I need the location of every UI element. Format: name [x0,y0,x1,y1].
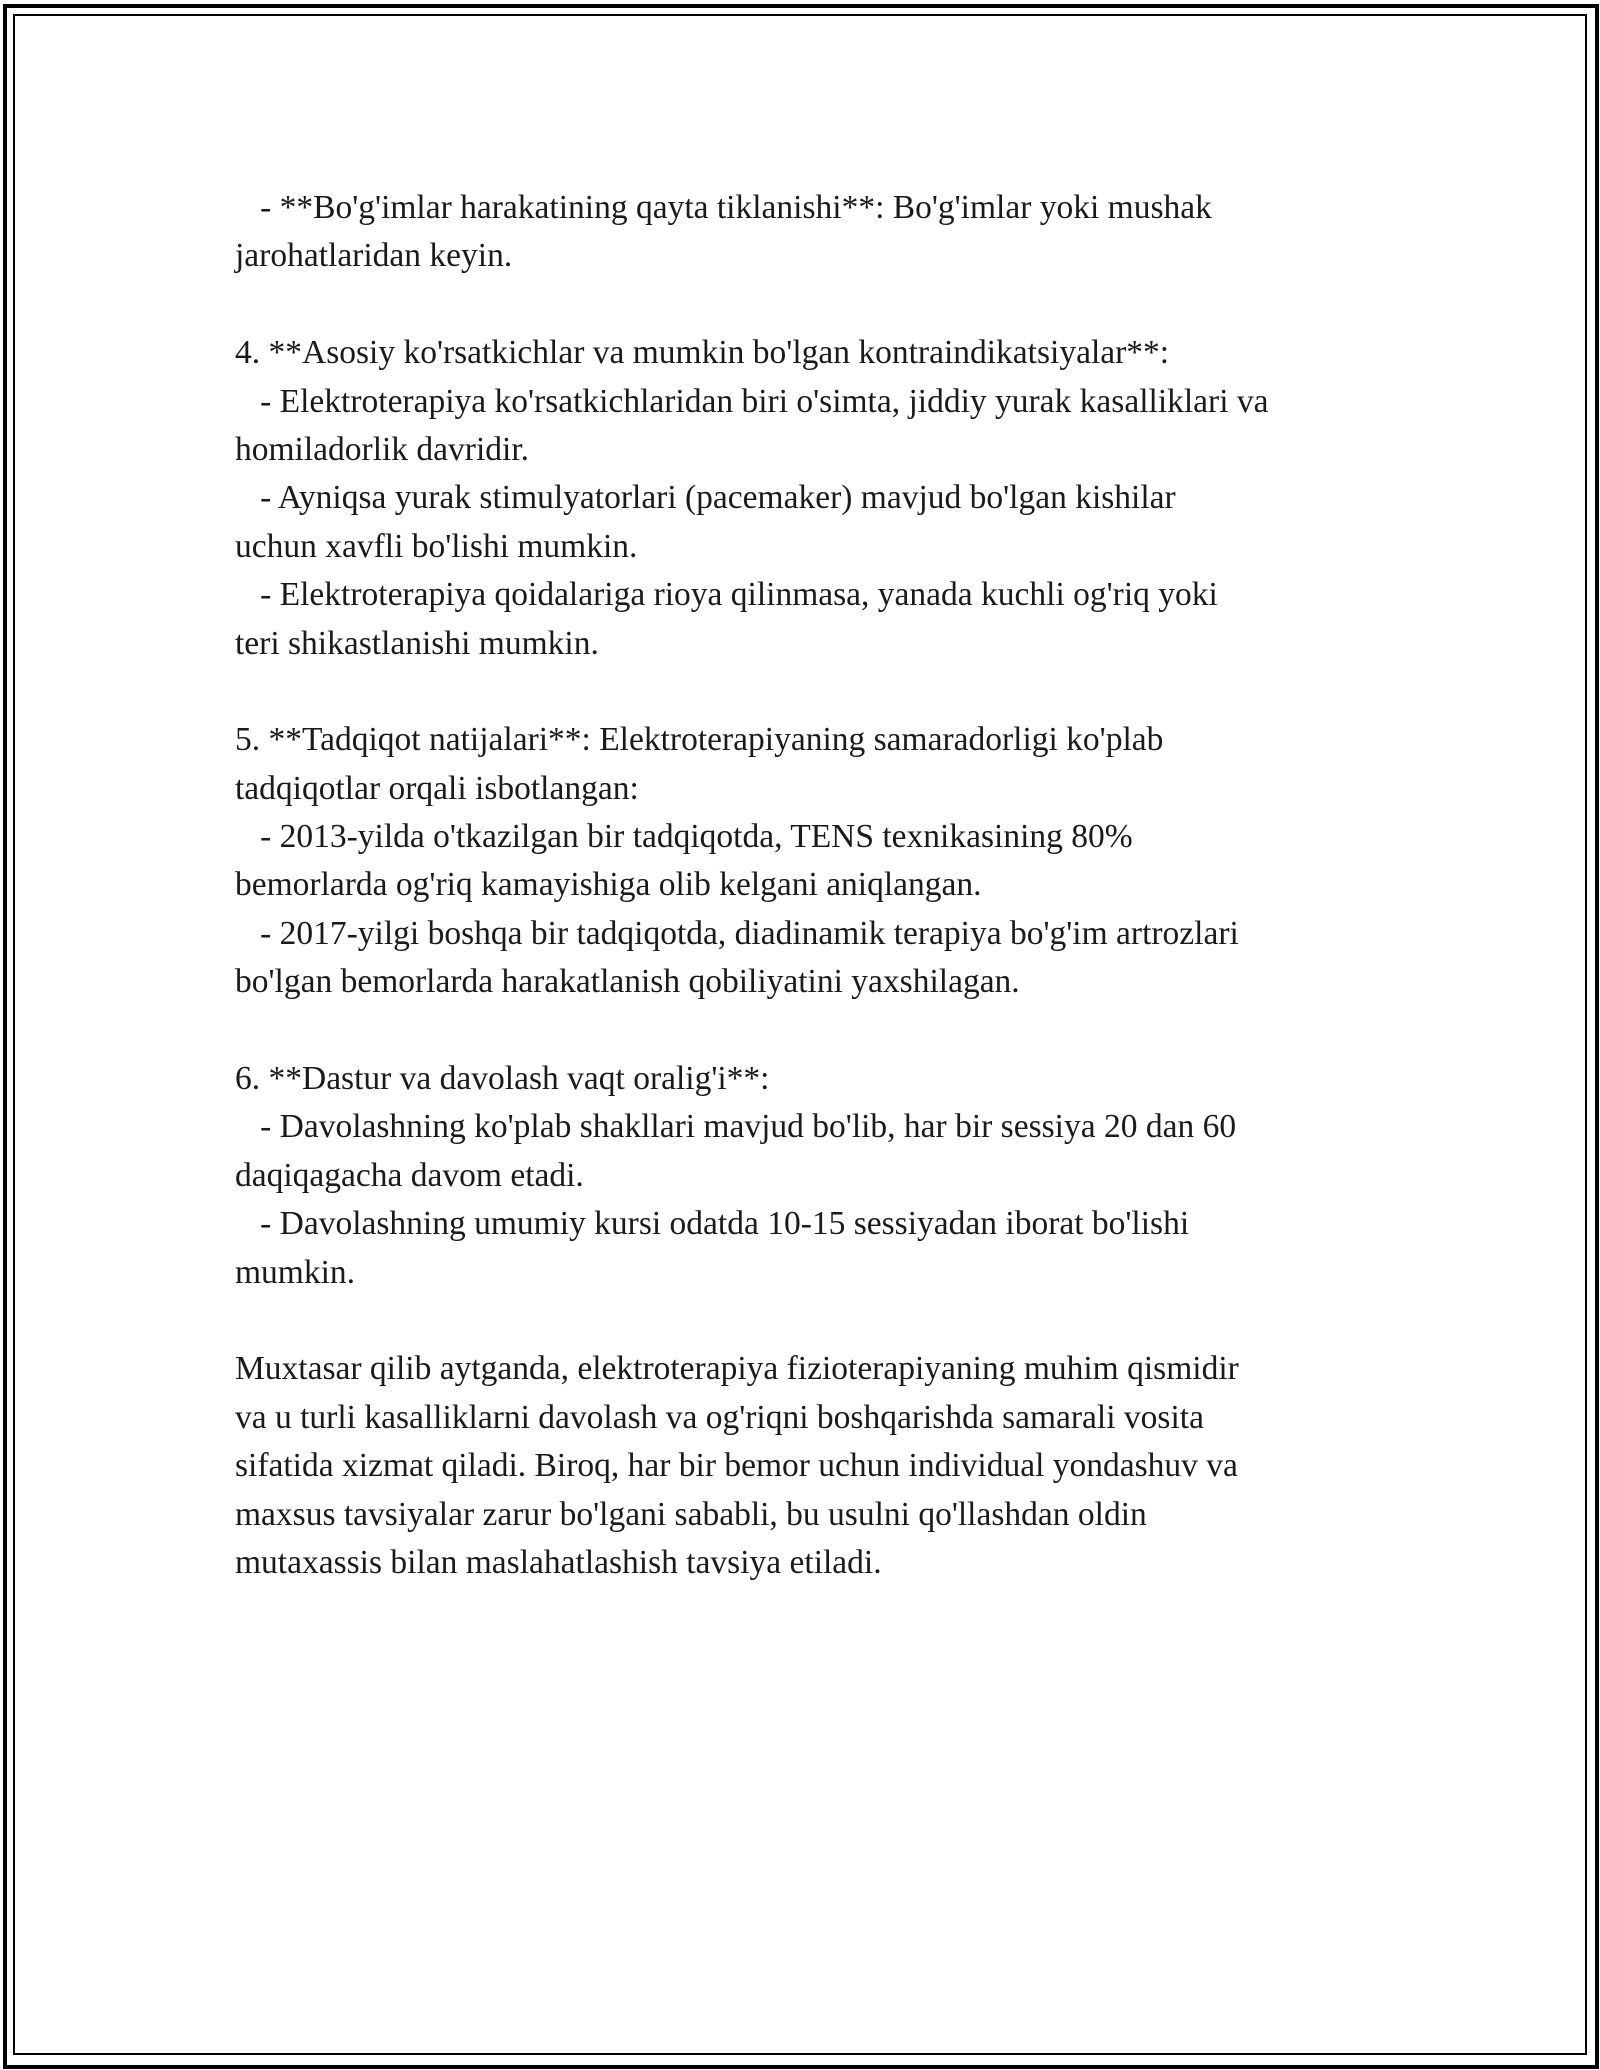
paragraph-spacer [235,1297,1375,1345]
text-line: - 2013-yilda o'tkazilgan bir tadqiqotda, TENS texnikasining 80% [235,818,1133,856]
text-line: bemorlarda og'riq kamayishiga olib kelgani aniqlangan. [235,866,982,904]
text-line: - Elektroterapiya ko'rsatkichlaridan biri o'simta, jiddiy yurak kasalliklari va [235,382,1269,420]
text-line: - Elektroterapiya qoidalariga rioya qilinmasa, yanada kuchli og'riq yoki [235,576,1218,614]
text-line: teri shikastlanishi mumkin. [235,624,599,662]
paragraph-spacer [235,668,1375,716]
text-line: daqiqagacha davom etadi. [235,1156,584,1194]
section-4-indications [235,329,1375,668]
text-line: - 2017-yilgi boshqa bir tadqiqotda, diadinamik terapiya bo'g'im artrozlari [235,914,1239,952]
paragraph-conclusion [235,1345,1375,1587]
paragraph-joint-recovery [235,184,1375,281]
section-6-treatment-schedule [235,1055,1375,1297]
text-line: mutaxassis bilan maslahatlashish tavsiya etiladi. [235,1543,882,1581]
text-line: jarohatlaridan keyin. [235,237,513,275]
text-line: mumkin. [235,1253,356,1291]
section-heading: 6. **Dastur va davolash vaqt oralig'i**: [235,1060,770,1098]
text-line: homiladorlik davridir. [235,430,530,468]
text-line: va u turli kasalliklarni davolash va og'riqni boshqarishda samarali vosita [235,1398,1204,1436]
paragraph-spacer [235,1007,1375,1055]
section-heading: 4. **Asosiy ko'rsatkichlar va mumkin bo'lgan kontraindikatsiyalar**: [235,334,1170,372]
text-line: tadqiqotlar orqali isbotlangan: [235,769,639,807]
text-line: - Davolashning ko'plab shakllari mavjud bo'lib, har bir sessiya 20 dan 60 [235,1108,1237,1146]
text-line: bo'lgan bemorlarda harakatlanish qobiliyatini yaxshilagan. [235,963,1020,1001]
text-line: - Davolashning umumiy kursi odatda 10-15 sessiyadan iborat bo'lishi [235,1205,1190,1243]
section-heading: 5. **Tadqiqot natijalari**: Elektroterapiyaning samaradorligi ko'plab [235,721,1164,759]
text-line: uchun xavfli bo'lishi mumkin. [235,527,638,565]
text-line: sifatida xizmat qiladi. Biroq, har bir bemor uchun individual yondashuv va [235,1447,1238,1485]
section-5-research-results [235,716,1375,1006]
text-line: Muxtasar qilib aytganda, elektroterapiya fizioterapiyaning muhim qismidir [235,1350,1239,1388]
paragraph-spacer [235,281,1375,329]
document-body [235,184,1375,1587]
text-line: maxsus tavsiyalar zarur bo'lgani sababli, bu usulni qo'llashdan oldin [235,1495,1147,1533]
text-line: - Ayniqsa yurak stimulyatorlari (pacemaker) mavjud bo'lgan kishilar [235,479,1176,517]
text-line: - **Bo'g'imlar harakatining qayta tiklanishi**: Bo'g'imlar yoki mushak [235,189,1212,226]
